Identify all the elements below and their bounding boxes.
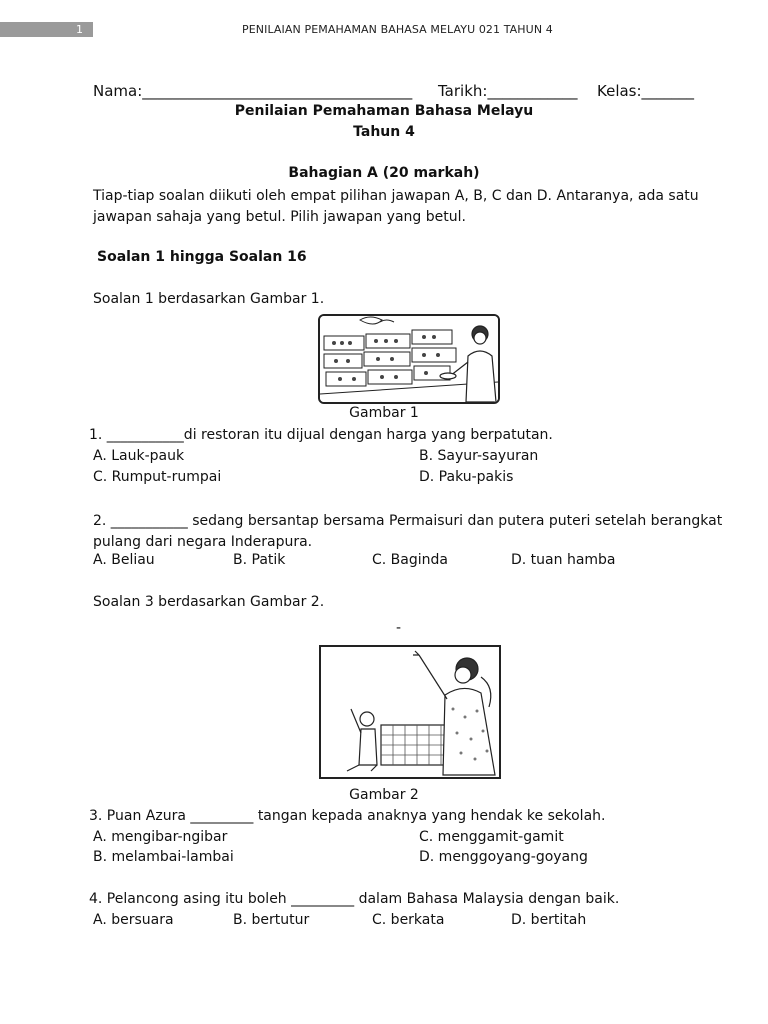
section-heading: Bahagian A (20 markah) <box>288 165 480 181</box>
q1-option-a: A. Lauk-pauk <box>93 448 185 464</box>
q3-option-a: A. mengibar-ngibar <box>93 829 228 845</box>
q1-option-d: D. Paku-pakis <box>419 469 514 485</box>
q2-option-b: B. Patik <box>233 552 286 568</box>
q1-option-b: B. Sayur-sayuran <box>419 448 539 464</box>
page-title: Penilaian Pemahaman Bahasa Melayu <box>234 103 534 119</box>
q4-option-a: A. bersuara <box>93 912 174 928</box>
q4-option-d: D. bertitah <box>511 912 587 928</box>
header-title: PENILAIAN PEMAHAMAN BAHASA MELAYU 021 TAHUN 4 <box>242 23 553 36</box>
q2-question: 2. ___________ sedang bersantap bersama Permaisuri dan putera puteri setelah berangkat pulang dari negara Inderapura. <box>93 513 723 550</box>
mother-waving-illustration <box>321 647 499 777</box>
q4-option-c: C. berkata <box>372 912 445 928</box>
figure-2-waving <box>319 645 501 779</box>
stray-dash: - <box>396 620 402 636</box>
page-number: 1 <box>76 23 83 36</box>
figure-2-caption: Gambar 2 <box>349 787 419 803</box>
date-field-label: Tarikh:____________ <box>438 82 578 100</box>
instructions: Tiap-tiap soalan diikuti oleh empat pilihan jawapan A, B, C dan D. Antaranya, ada satu jawapan sahaja yang betul. Pilih jawapan yang betul. <box>93 188 699 225</box>
restaurant-illustration <box>320 316 498 402</box>
figure-1-restaurant <box>318 314 500 404</box>
question-range-heading: Soalan 1 hingga Soalan 16 <box>97 249 307 265</box>
q3-intro: Soalan 3 berdasarkan Gambar 2. <box>93 594 325 610</box>
q1-question: 1. ___________di restoran itu dijual dengan harga yang berpatutan. <box>89 427 553 443</box>
q2-option-c: C. Baginda <box>372 552 448 568</box>
q4-question: 4. Pelancong asing itu boleh _________ dalam Bahasa Malaysia dengan baik. <box>89 891 620 907</box>
q3-option-d: D. menggoyang-goyang <box>419 849 588 865</box>
class-field-label: Kelas:_______ <box>597 82 695 100</box>
name-field-label: Nama:____________________________________ <box>93 82 413 100</box>
q2-option-a: A. Beliau <box>93 552 155 568</box>
q3-option-b: B. melambai-lambai <box>93 849 234 865</box>
q1-intro: Soalan 1 berdasarkan Gambar 1. <box>93 291 325 307</box>
q2-option-d: D. tuan hamba <box>511 552 616 568</box>
q1-option-c: C. Rumput-rumpai <box>93 469 222 485</box>
figure-1-caption: Gambar 1 <box>349 405 419 421</box>
q3-option-c: C. menggamit-gamit <box>419 829 564 845</box>
q4-option-b: B. bertutur <box>233 912 310 928</box>
q3-question: 3. Puan Azura _________ tangan kepada anaknya yang hendak ke sekolah. <box>89 808 606 824</box>
page-subtitle: Tahun 4 <box>353 124 415 140</box>
